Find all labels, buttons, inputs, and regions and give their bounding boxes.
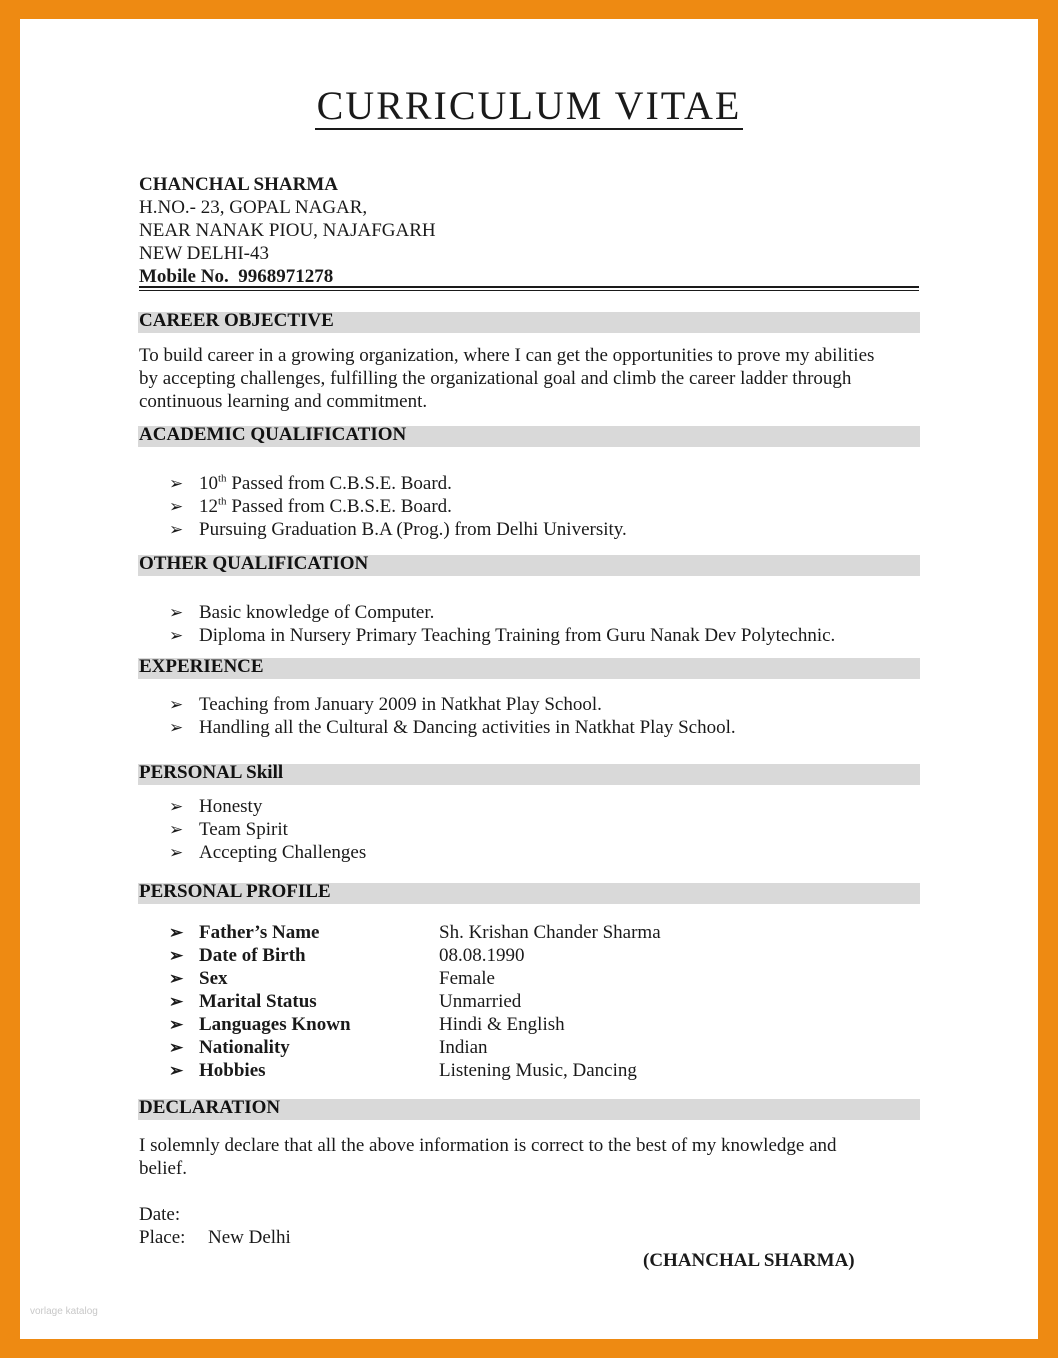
section-header-personal-skill: PERSONAL Skill <box>138 764 920 785</box>
list-item: ➢ Diploma in Nursery Primary Teaching Training from Guru Nanak Dev Polytechnic. <box>169 625 836 646</box>
section-header-career-objective: CAREER OBJECTIVE <box>138 312 920 333</box>
profile-value: Listening Music, Dancing <box>439 1060 637 1081</box>
objective-line: continuous learning and commitment. <box>139 391 428 412</box>
bullet-arrow-icon: ➢ <box>169 1015 184 1034</box>
profile-value: 08.08.1990 <box>439 945 525 966</box>
bullet-arrow-icon: ➢ <box>169 718 184 737</box>
bullet-arrow-icon: ➢ <box>169 946 184 965</box>
contact-divider <box>139 286 919 288</box>
section-header-declaration: DECLARATION <box>138 1099 920 1120</box>
section-header-personal-profile: PERSONAL PROFILE <box>138 883 920 904</box>
profile-label: ➢ Date of Birth <box>169 945 306 966</box>
profile-label: ➢ Languages Known <box>169 1014 351 1035</box>
profile-value: Sh. Krishan Chander Sharma <box>439 922 661 943</box>
objective-line: To build career in a growing organization, where I can get the opportunities to prove my abilities <box>139 345 875 366</box>
list-item: ➢ Teaching from January 2009 in Natkhat Play School. <box>169 694 602 715</box>
list-item: ➢ Basic knowledge of Computer. <box>169 602 435 623</box>
bullet-arrow-icon: ➢ <box>169 923 184 942</box>
address-line-2: NEAR NANAK PIOU, NAJAFGARH <box>139 220 436 241</box>
profile-value: Indian <box>439 1037 488 1058</box>
bullet-arrow-icon: ➢ <box>169 820 184 839</box>
applicant-name: CHANCHAL SHARMA <box>139 174 338 195</box>
list-item: ➢ Honesty <box>169 796 263 817</box>
section-header-other-qualification: OTHER QUALIFICATION <box>138 555 920 576</box>
bullet-arrow-icon: ➢ <box>169 1061 184 1080</box>
mobile-number: Mobile No. 9968971278 <box>139 266 334 287</box>
bullet-arrow-icon: ➢ <box>169 474 184 493</box>
list-item: ➢ 12th Passed from C.B.S.E. Board. <box>169 495 452 517</box>
profile-label: ➢ Sex <box>169 968 228 989</box>
bullet-arrow-icon: ➢ <box>169 520 184 539</box>
document-title: CURRICULUM VITAE <box>316 83 742 128</box>
bullet-arrow-icon: ➢ <box>169 969 184 988</box>
profile-label: ➢ Father’s Name <box>169 922 320 943</box>
contact-divider-thin <box>139 290 919 291</box>
section-header-academic: ACADEMIC QUALIFICATION <box>138 426 920 447</box>
bullet-arrow-icon: ➢ <box>169 626 184 645</box>
declaration-line: I solemnly declare that all the above information is correct to the best of my knowledge and <box>139 1135 837 1156</box>
signature-name: (CHANCHAL SHARMA) <box>643 1250 855 1271</box>
profile-label: ➢ Hobbies <box>169 1060 266 1081</box>
profile-value: Hindi & English <box>439 1014 565 1035</box>
place-value: New Delhi <box>208 1227 291 1248</box>
watermark-text: vorlage katalog <box>30 1306 98 1317</box>
place-label: Place: <box>139 1227 186 1248</box>
bullet-arrow-icon: ➢ <box>169 695 184 714</box>
profile-label: ➢ Nationality <box>169 1037 290 1058</box>
profile-value: Unmarried <box>439 991 522 1012</box>
date-label: Date: <box>139 1204 181 1225</box>
bullet-arrow-icon: ➢ <box>169 992 184 1011</box>
list-item: ➢ 10th Passed from C.B.S.E. Board. <box>169 472 452 494</box>
declaration-line: belief. <box>139 1158 188 1179</box>
profile-label: ➢ Marital Status <box>169 991 317 1012</box>
list-item: ➢ Accepting Challenges <box>169 842 367 863</box>
section-header-experience: EXPERIENCE <box>138 658 920 679</box>
address-line-1: H.NO.- 23, GOPAL NAGAR, <box>139 197 368 218</box>
list-item: ➢ Pursuing Graduation B.A (Prog.) from Delhi University. <box>169 519 627 540</box>
objective-line: by accepting challenges, fulfilling the organizational goal and climb the career ladder through <box>139 368 852 389</box>
address-line-3: NEW DELHI-43 <box>139 243 269 264</box>
list-item: ➢ Team Spirit <box>169 819 288 840</box>
list-item: ➢ Handling all the Cultural & Dancing activities in Natkhat Play School. <box>169 717 736 738</box>
bullet-arrow-icon: ➢ <box>169 797 184 816</box>
bullet-arrow-icon: ➢ <box>169 1038 184 1057</box>
bullet-arrow-icon: ➢ <box>169 497 184 516</box>
bullet-arrow-icon: ➢ <box>169 843 184 862</box>
profile-value: Female <box>439 968 495 989</box>
bullet-arrow-icon: ➢ <box>169 603 184 622</box>
